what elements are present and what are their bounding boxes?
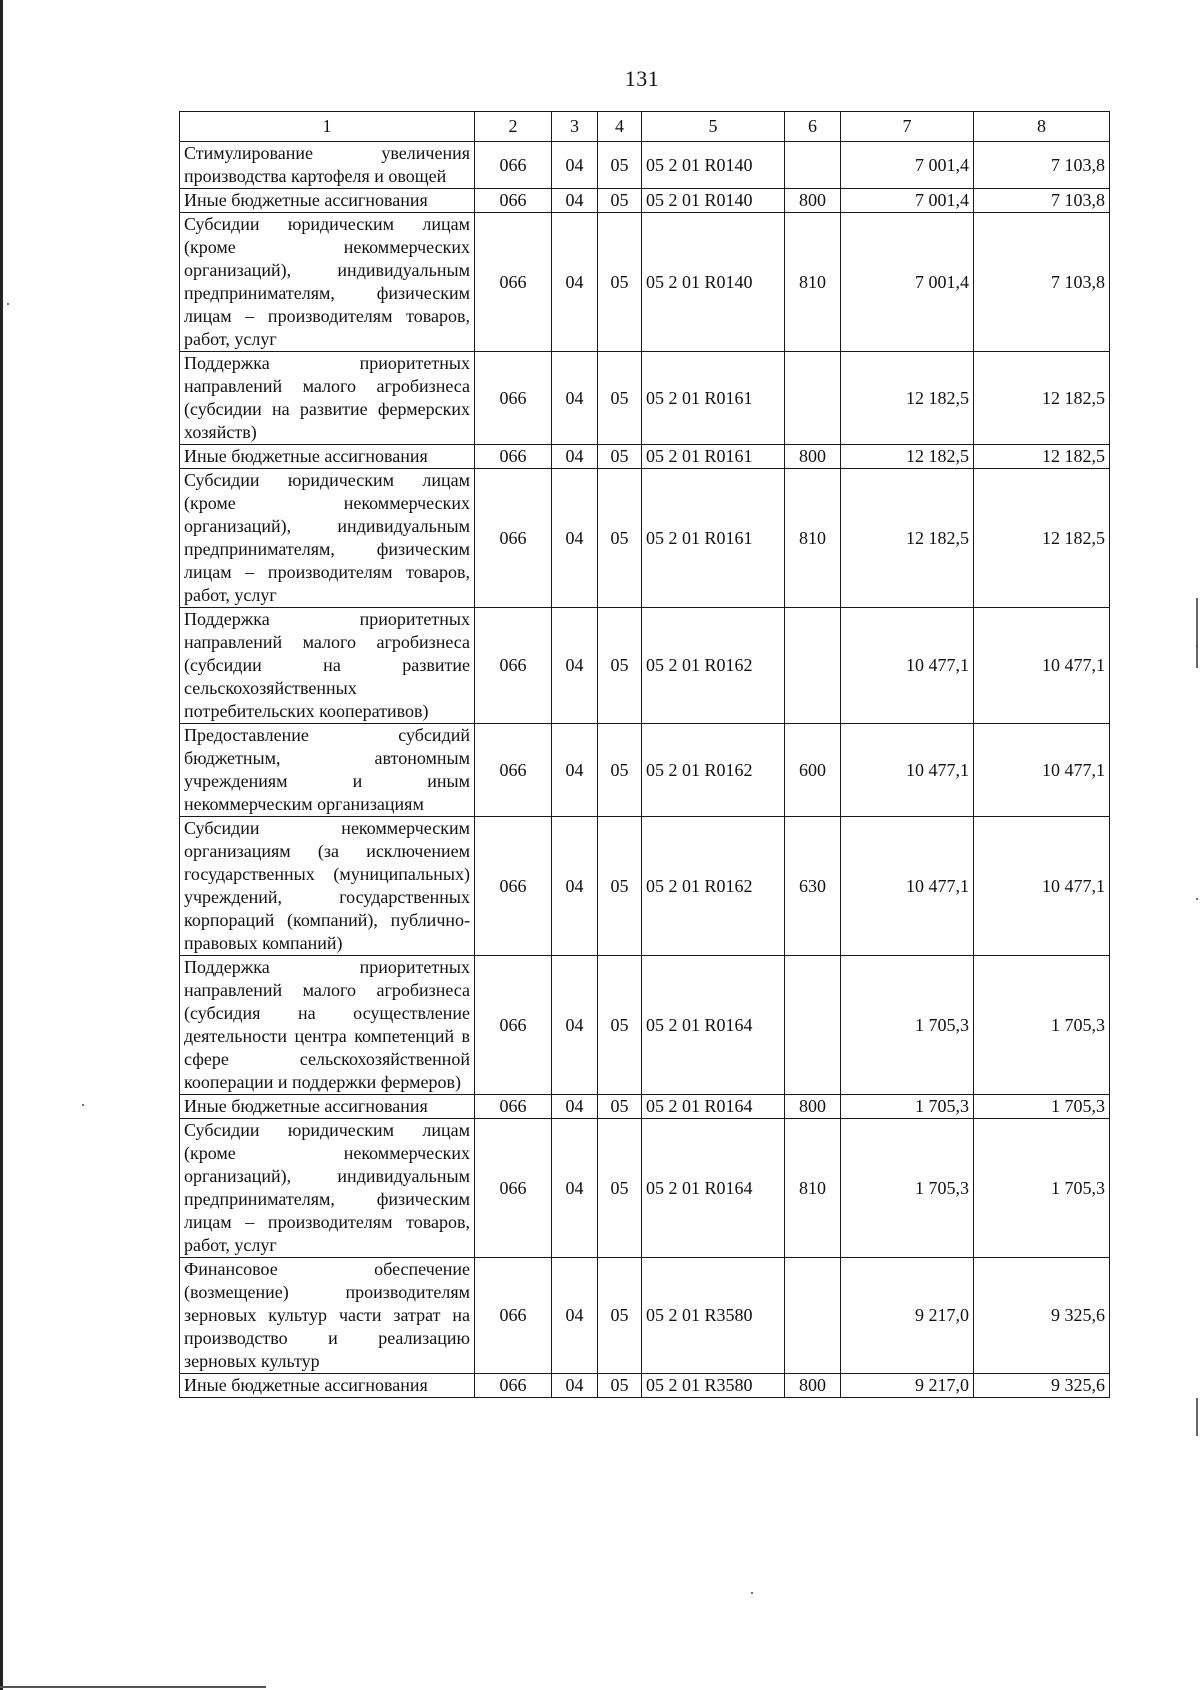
cell-subsection: 05 — [598, 352, 642, 445]
cell-target-article: 05 2 01 R0164 — [642, 956, 785, 1095]
cell-expense-type — [785, 352, 841, 445]
table-header-row — [180, 112, 1110, 142]
cell-name: Стимулирование увеличения производства картофеля и овощей — [180, 142, 475, 189]
cell-expense-type: 800 — [785, 445, 841, 469]
table-row — [180, 1258, 1110, 1374]
cell-expense-type — [785, 608, 841, 724]
cell-amount-year1: 9 217,0 — [841, 1374, 974, 1398]
cell-subsection: 05 — [598, 817, 642, 956]
cell-amount-year1: 12 182,5 — [841, 445, 974, 469]
cell-ministry: 066 — [475, 1119, 552, 1258]
cell-target-article: 05 2 01 R0162 — [642, 608, 785, 724]
cell-expense-type: 800 — [785, 1095, 841, 1119]
scan-speck — [82, 1104, 84, 1106]
cell-name: Субсидии юридическим лицам (кроме некоммерческих организаций), индивидуальным предпринимателям, физическим лицам – производителям товаров, работ, услуг — [180, 213, 475, 352]
cell-subsection: 05 — [598, 445, 642, 469]
cell-amount-year1: 1 705,3 — [841, 956, 974, 1095]
table-row — [180, 213, 1110, 352]
header-cell: 1 — [180, 112, 475, 142]
cell-target-article: 05 2 01 R0140 — [642, 189, 785, 213]
cell-expense-type — [785, 142, 841, 189]
cell-amount-year1: 12 182,5 — [841, 352, 974, 445]
cell-name: Финансовое обеспечение (возмещение) производителям зерновых культур части затрат на производство и реализацию зерновых культур — [180, 1258, 475, 1374]
cell-ministry: 066 — [475, 1374, 552, 1398]
table-row — [180, 189, 1110, 213]
cell-section: 04 — [552, 817, 598, 956]
cell-name: Поддержка приоритетных направлений малого агробизнеса (субсидии на развитие сельскохозяйственных потребительских кооперативов) — [180, 608, 475, 724]
cell-ministry: 066 — [475, 608, 552, 724]
cell-ministry: 066 — [475, 213, 552, 352]
cell-expense-type: 800 — [785, 189, 841, 213]
cell-section: 04 — [552, 142, 598, 189]
header-cell: 6 — [785, 112, 841, 142]
cell-name: Предоставление субсидий бюджетным, автономным учреждениям и иным некоммерческим организациям — [180, 724, 475, 817]
cell-amount-year2: 7 103,8 — [974, 189, 1110, 213]
cell-subsection: 05 — [598, 956, 642, 1095]
cell-amount-year2: 1 705,3 — [974, 1119, 1110, 1258]
cell-target-article: 05 2 01 R0161 — [642, 469, 785, 608]
cell-target-article: 05 2 01 R0164 — [642, 1119, 785, 1258]
cell-subsection: 05 — [598, 1374, 642, 1398]
cell-section: 04 — [552, 469, 598, 608]
cell-amount-year2: 7 103,8 — [974, 142, 1110, 189]
table-row — [180, 724, 1110, 817]
cell-target-article: 05 2 01 R0164 — [642, 1095, 785, 1119]
cell-amount-year1: 10 477,1 — [841, 608, 974, 724]
cell-subsection: 05 — [598, 1119, 642, 1258]
cell-target-article: 05 2 01 R0161 — [642, 445, 785, 469]
scan-left-edge — [0, 0, 3, 1690]
cell-section: 04 — [552, 1258, 598, 1374]
cell-amount-year2: 12 182,5 — [974, 445, 1110, 469]
cell-ministry: 066 — [475, 469, 552, 608]
cell-amount-year2: 1 705,3 — [974, 956, 1110, 1095]
cell-subsection: 05 — [598, 608, 642, 724]
cell-name: Субсидии некоммерческим организациям (за исключением государственных (муниципальных) учреждений, государственных корпораций (компаний), публично-правовых компаний) — [180, 817, 475, 956]
cell-name: Иные бюджетные ассигнования — [180, 1095, 475, 1119]
cell-subsection: 05 — [598, 469, 642, 608]
cell-subsection: 05 — [598, 1095, 642, 1119]
cell-ministry: 066 — [475, 445, 552, 469]
header-cell: 7 — [841, 112, 974, 142]
cell-target-article: 05 2 01 R0162 — [642, 724, 785, 817]
header-cell: 3 — [552, 112, 598, 142]
cell-name: Субсидии юридическим лицам (кроме некоммерческих организаций), индивидуальным предпринимателям, физическим лицам – производителям товаров, работ, услуг — [180, 1119, 475, 1258]
cell-ministry: 066 — [475, 142, 552, 189]
cell-name: Поддержка приоритетных направлений малого агробизнеса (субсидия на осуществление деятельности центра компетенций в сфере сельскохозяйственной кооперации и поддержки фермеров) — [180, 956, 475, 1095]
cell-amount-year2: 10 477,1 — [974, 724, 1110, 817]
cell-section: 04 — [552, 189, 598, 213]
cell-name: Поддержка приоритетных направлений малого агробизнеса (субсидии на развитие фермерских хозяйств) — [180, 352, 475, 445]
cell-expense-type: 630 — [785, 817, 841, 956]
table-row — [180, 608, 1110, 724]
cell-subsection: 05 — [598, 724, 642, 817]
cell-amount-year1: 7 001,4 — [841, 213, 974, 352]
table-row — [180, 445, 1110, 469]
cell-ministry: 066 — [475, 956, 552, 1095]
cell-amount-year1: 10 477,1 — [841, 724, 974, 817]
cell-section: 04 — [552, 445, 598, 469]
cell-expense-type — [785, 1258, 841, 1374]
cell-subsection: 05 — [598, 142, 642, 189]
cell-ministry: 066 — [475, 1095, 552, 1119]
cell-section: 04 — [552, 1095, 598, 1119]
table-row — [180, 352, 1110, 445]
cell-section: 04 — [552, 1119, 598, 1258]
cell-amount-year2: 7 103,8 — [974, 213, 1110, 352]
cell-name: Иные бюджетные ассигнования — [180, 189, 475, 213]
cell-name: Субсидии юридическим лицам (кроме некоммерческих организаций), индивидуальным предпринимателям, физическим лицам – производителям товаров, работ, услуг — [180, 469, 475, 608]
cell-subsection: 05 — [598, 189, 642, 213]
cell-amount-year2: 12 182,5 — [974, 469, 1110, 608]
cell-amount-year1: 9 217,0 — [841, 1258, 974, 1374]
cell-subsection: 05 — [598, 1258, 642, 1374]
cell-ministry: 066 — [475, 817, 552, 956]
cell-name: Иные бюджетные ассигнования — [180, 1374, 475, 1398]
scan-speck — [751, 1592, 753, 1594]
cell-section: 04 — [552, 724, 598, 817]
scan-right-mark — [1196, 598, 1198, 668]
table-row — [180, 142, 1110, 189]
header-cell: 2 — [475, 112, 552, 142]
cell-section: 04 — [552, 1374, 598, 1398]
cell-expense-type: 600 — [785, 724, 841, 817]
cell-amount-year1: 1 705,3 — [841, 1119, 974, 1258]
cell-ministry: 066 — [475, 189, 552, 213]
table-row — [180, 956, 1110, 1095]
cell-target-article: 05 2 01 R3580 — [642, 1374, 785, 1398]
cell-expense-type — [785, 956, 841, 1095]
table-row — [180, 1119, 1110, 1258]
cell-amount-year2: 10 477,1 — [974, 817, 1110, 956]
cell-subsection: 05 — [598, 213, 642, 352]
cell-amount-year2: 12 182,5 — [974, 352, 1110, 445]
cell-amount-year1: 7 001,4 — [841, 142, 974, 189]
cell-amount-year2: 9 325,6 — [974, 1374, 1110, 1398]
cell-amount-year2: 9 325,6 — [974, 1258, 1110, 1374]
scan-right-mark — [1196, 1398, 1198, 1436]
cell-section: 04 — [552, 956, 598, 1095]
table-row — [180, 469, 1110, 608]
cell-target-article: 05 2 01 R0140 — [642, 142, 785, 189]
scan-speck — [1196, 898, 1198, 900]
cell-amount-year1: 1 705,3 — [841, 1095, 974, 1119]
scan-speck — [1196, 645, 1198, 647]
cell-ministry: 066 — [475, 352, 552, 445]
budget-table — [179, 111, 1110, 1398]
cell-expense-type: 810 — [785, 1119, 841, 1258]
cell-target-article: 05 2 01 R0162 — [642, 817, 785, 956]
cell-target-article: 05 2 01 R3580 — [642, 1258, 785, 1374]
table-row — [180, 1374, 1110, 1398]
cell-ministry: 066 — [475, 724, 552, 817]
cell-expense-type: 810 — [785, 469, 841, 608]
cell-expense-type: 810 — [785, 213, 841, 352]
cell-amount-year2: 1 705,3 — [974, 1095, 1110, 1119]
cell-amount-year1: 7 001,4 — [841, 189, 974, 213]
cell-target-article: 05 2 01 R0140 — [642, 213, 785, 352]
table-row — [180, 1095, 1110, 1119]
cell-section: 04 — [552, 213, 598, 352]
table-row — [180, 817, 1110, 956]
page-number: 131 — [624, 66, 660, 91]
cell-section: 04 — [552, 608, 598, 724]
scan-speck — [7, 303, 9, 305]
cell-amount-year2: 10 477,1 — [974, 608, 1110, 724]
cell-target-article: 05 2 01 R0161 — [642, 352, 785, 445]
scan-bottom-edge — [0, 1686, 266, 1688]
header-cell: 4 — [598, 112, 642, 142]
cell-section: 04 — [552, 352, 598, 445]
cell-name: Иные бюджетные ассигнования — [180, 445, 475, 469]
header-cell: 5 — [642, 112, 785, 142]
header-cell: 8 — [974, 112, 1110, 142]
cell-expense-type: 800 — [785, 1374, 841, 1398]
cell-amount-year1: 12 182,5 — [841, 469, 974, 608]
table-body — [180, 142, 1110, 1398]
cell-ministry: 066 — [475, 1258, 552, 1374]
cell-amount-year1: 10 477,1 — [841, 817, 974, 956]
